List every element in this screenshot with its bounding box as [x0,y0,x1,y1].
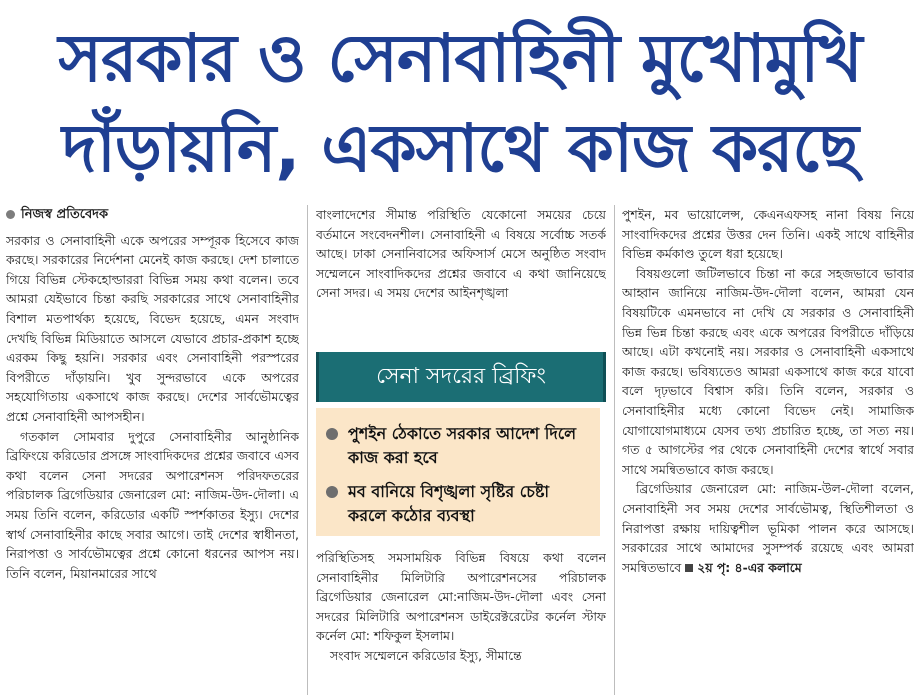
paragraph-text: ব্রিগেডিয়ার জেনারেল মো: নাজিম-উল-দৌলা বলেন, সেনাবাহিনী সব সময় দেশের সার্বভৌমত্ব, স্থিতিশীলতা ও নিরাপত্তা রক্ষায় দায়িত্বশীল ভূমিকা পালন করে আসছে। সরকারের সাথে আমাদের সুসম্পর্ক রয়েছে এবং আমরা সমন্বিতভাবে [622,481,914,575]
column-1 [6,205,299,695]
continuation-jump: ২য় পৃ: ৪-এর কলামে [697,559,802,575]
paragraph: বাংলাদেশের সীমান্ত পরিস্থিতি যেকোনো সময়ের চেয়ে বর্তমানে সংবেদনশীল। সেনাবাহিনী এ বিষয়ে সর্বোচ্চ সতর্ক আছে। ঢাকা সেনানিবাসের অফিসার্স মেসে অনুষ্ঠিত সংবাদ সম্মেলনে সাংবাদিকদের প্রশ্নের জবাবে এ কথা জানিয়েছে সেনা সদর। এ সময় দেশের আইনশৃঙ্খলা [316,207,606,301]
paragraph: পুশইন, মব ভায়োলেন্স, কেএনএফসহ নানা বিষয় নিয়ে সাংবাদিকদের প্রশ্নের উত্তর দেন তিনি। একই সাথে বাহিনীর বিভিন্ন কর্মকাণ্ড তুলে ধরা হয়েছে। [622,207,914,262]
paragraph: সরকার ও সেনাবাহিনী একে অপরের সম্পূরক হিসেবে কাজ করছে। সরকারের নির্দেশনা মেনেই কাজ করছে। দেশ চালাতে গিয়ে বিভিন্ন স্টেকহোল্ডাররা বিভিন্ন সময় কথা বলেন। তবে আমরা যেইভাবে চিন্তা করছি সরকারের সাথে সেনাবাহিনীর বিশাল মতপার্থক্য হয়েছে, বিভেদ হয়েছে, এমন সংবাদ দেখছি বিভিন্ন মিডিয়াতে আসলে যেভাবে প্রচার-প্রকাশ হচ্ছে এরকম কিছু হয়নি। সরকার এবং সেনাবাহিনী পরস্পরের বিপরীতে দাঁড়ায়নি। খুব সুন্দরভাবে একে অপরের সহযোগিতায় একসাথে কাজ করছে। দেশের সার্বভৌমত্বের প্রশ্নে সেনাবাহিনী আপসহীন। [6,232,299,424]
bullet-icon [326,428,338,440]
briefing-item-text: মব বানিয়ে বিশৃঙ্খলা সৃষ্টির চেষ্টা করলে কঠোর ব্যবস্থা [348,482,550,525]
briefing-item-text: পুশইন ঠেকাতে সরকার আদেশ দিলে কাজ করা হবে [348,424,577,467]
byline-text: নিজস্ব প্রতিবেদক [21,207,109,222]
byline [6,205,299,225]
headline-line-1: সরকার ও সেনাবাহিনী মুখোমুখি [58,20,862,97]
paragraph: পরিস্থিতিসহ সমসাময়িক বিভিন্ন বিষয়ে কথা বলেন সেনাবাহিনীর মিলিটারি অপারেশনসের পরিচালক ব্রিগেডিয়ার জেনারেল মো:নাজিম-উদ-দৌলা এবং সেনা সদরের মিলিটারি অপারেশনস ডাইরেক্টরেটের কর্নেল স্টাফ কর্নেল মো: শফিকুল ইসলাম। [316,550,606,644]
paragraph: গতকাল সোমবার দুপুরে সেনাবাহিনীর আনুষ্ঠানিক ব্রিফিংয়ে করিডোর প্রসঙ্গে সাংবাদিকদের প্রশ্নের জবাবে এসব কথা বলেন সেনা সদরের অপারেশনস পরিদফতরের পরিচালক ব্রিগেডিয়ার জেনারেল মো: নাজিম-উদ-দৌলা। এ সময় তিনি বলেন, করিডোর একটি স্পর্শকাতর ইস্যু। দেশের স্বার্থ সেনাবাহিনীর কাছে সবার আগে। তাই দেশের স্বাধীনতা, নিরাপত্তা ও সার্বভৌমত্বের প্রশ্নে কোনো ধরনের আপস নয়। তিনি বলেন, মিয়ানমারের সাথে [6,428,299,581]
briefing-title: সেনা সদরের ব্রিফিং [316,352,606,402]
paragraph [622,479,914,577]
paragraph: বিষয়গুলো জটিলভাবে চিন্তা না করে সহজভাবে ভাবার আহ্বান জানিয়ে নাজিম-উদ-দৌলা বলেন, আমরা যেন বিষয়টিকে এমনভাবে না দেখি যে সরকার ও সেনাবাহিনী ভিন্ন ভিন্ন চিন্তা করছে এবং একে অপরের বিপরীতে দাঁড়িয়ে আছে। এটা কখনোই নয়। সরকার ও সেনাবাহিনী একসাথে কাজ করছে। ভবিষ্যতেও আমরা একসাথে কাজ করে যাবো বলে দৃঢ়ভাবে বিশ্বাস করি। তিনি বলেন, সরকার ও সেনাবাহিনীর মধ্যে কোনো বিভেদ নেই। সামাজিক যোগাযোগমাধ্যমে যেসব তথ্য প্রচারিত হচ্ছে, তা সত্য নয়। গত ৫ আগস্টের পর থেকে সেনাবাহিনী দেশের স্বার্থে সবার সাথে সমন্বিতভাবে কাজ করছে। [622,265,914,477]
briefing-item [326,480,592,528]
paragraph: সংবাদ সম্মেলনে করিডোর ইস্যু, সীমান্তে [330,647,522,663]
column-divider [307,205,308,695]
column-2-top [316,205,606,335]
column-divider [614,205,615,695]
column-3 [622,205,914,695]
column-2-bottom [316,548,606,695]
briefing-box [316,408,600,536]
headline-line-2: দাঁড়ায়নি, একসাথে কাজ করছে [62,110,858,187]
briefing-item [326,422,592,470]
bullet-icon [6,210,15,219]
bullet-icon [326,486,338,498]
square-bullet-icon [685,564,693,572]
